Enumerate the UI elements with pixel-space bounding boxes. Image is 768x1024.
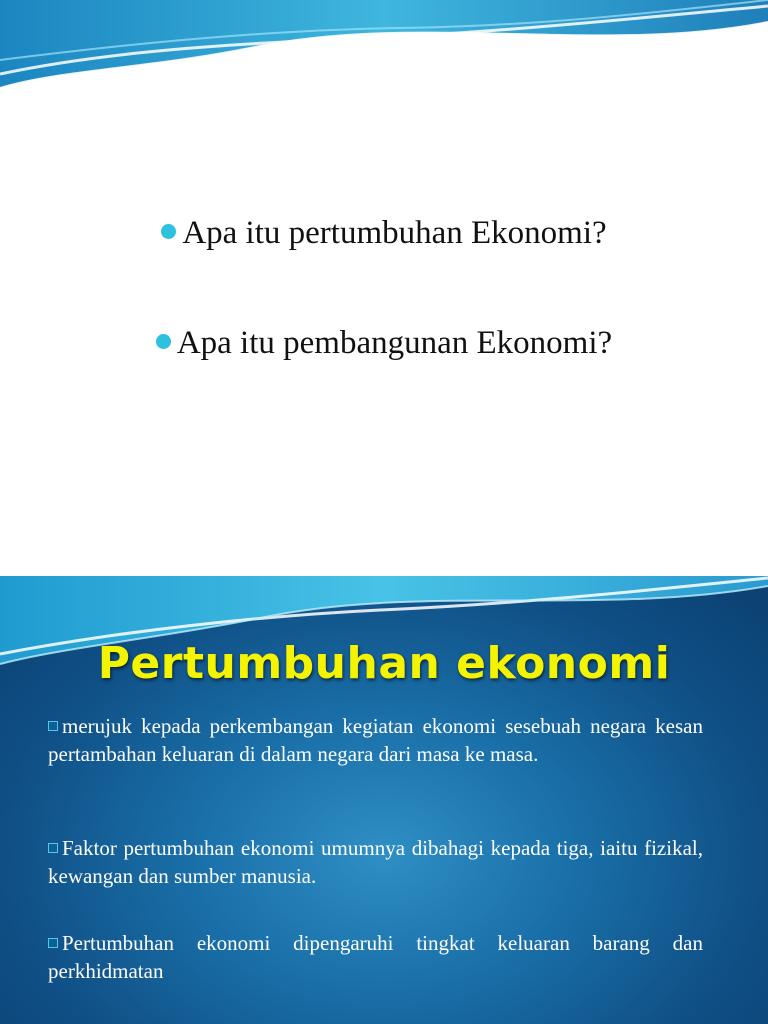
paragraph-item bbox=[48, 834, 703, 890]
slide-title: Pertumbuhan ekonomi bbox=[97, 638, 671, 689]
paragraph-text: Faktor pertumbuhan ekonomi umumnya dibahagi kepada tiga, iaitu fizikal, kewangan dan sumber manusia. bbox=[48, 836, 703, 888]
paragraph-item bbox=[48, 712, 703, 768]
slide-2 bbox=[0, 576, 768, 1024]
question-text: Apa itu pertumbuhan Ekonomi? bbox=[182, 215, 607, 251]
question-item bbox=[0, 215, 768, 252]
checkbox-bullet-icon bbox=[48, 843, 58, 853]
bullet-icon bbox=[156, 334, 171, 349]
question-text: Apa itu pembangunan Ekonomi? bbox=[176, 325, 613, 361]
question-item bbox=[0, 325, 768, 362]
checkbox-bullet-icon bbox=[48, 938, 58, 948]
paragraph-text: merujuk kepada perkembangan kegiatan ekonomi sesebuah negara kesan pertambahan keluaran di dalam negara dari masa ke masa. bbox=[48, 714, 703, 766]
paragraph-text: Pertumbuhan ekonomi dipengaruhi tingkat keluaran barang dan perkhidmatan bbox=[48, 931, 703, 983]
paragraph-item bbox=[48, 929, 703, 985]
checkbox-bullet-icon bbox=[48, 721, 58, 731]
bullet-icon bbox=[161, 224, 176, 239]
wave-banner bbox=[0, 0, 768, 95]
